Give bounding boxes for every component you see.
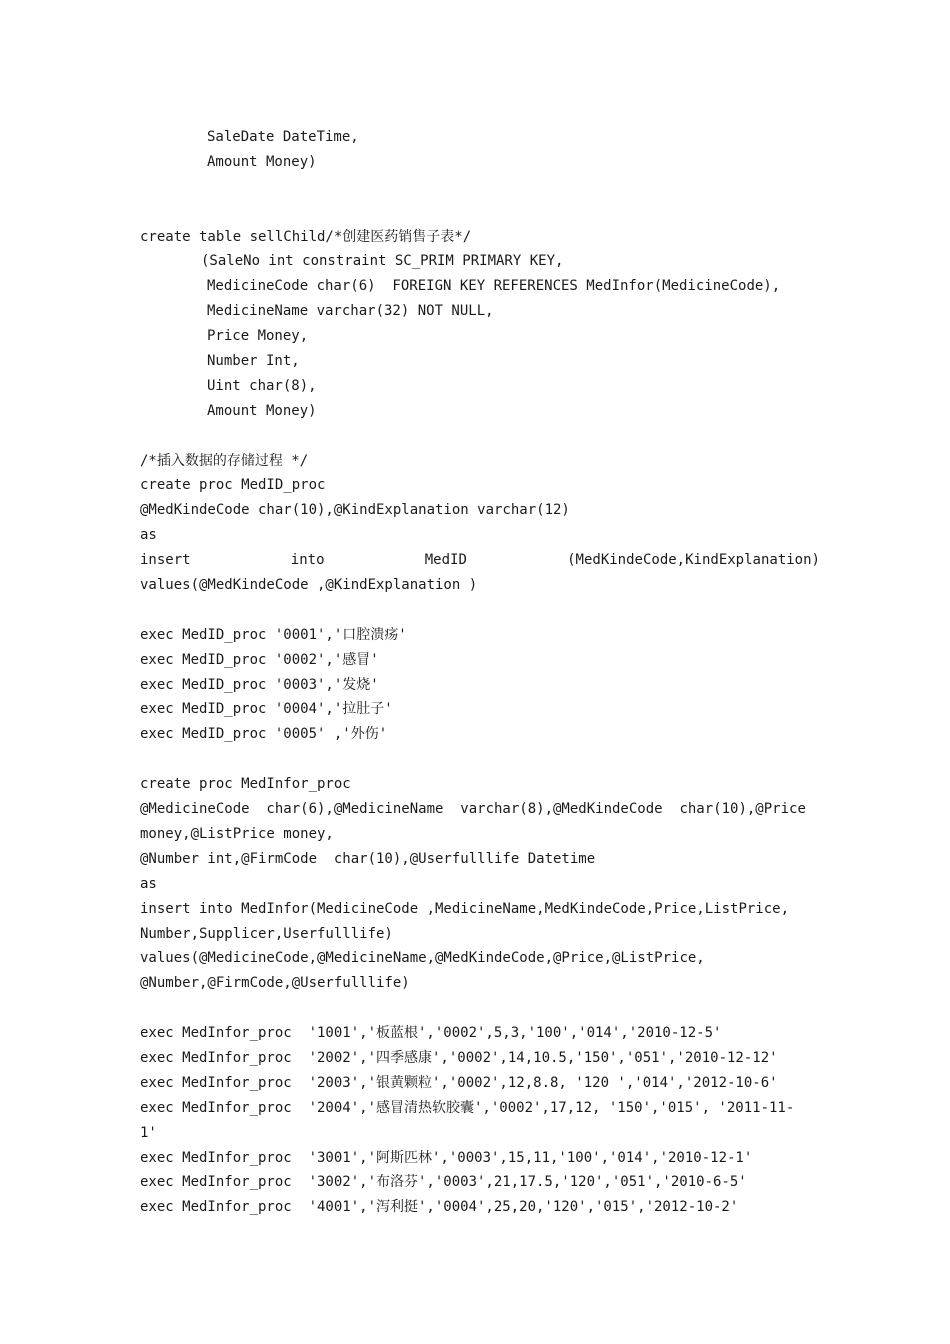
code-line: exec MedID_proc '0002','感冒' <box>140 651 379 668</box>
code-line: exec MedInfor_proc '2003','银黄颗粒','0002',12,8.8, '120 ','014','2012-10-6' <box>140 1074 778 1091</box>
code-line: exec MedInfor_proc '3002','布洛芬','0003',21,17.5,'120','051','2010-6-5' <box>140 1174 747 1191</box>
code-line: exec MedInfor_proc '3001','阿斯匹林','0003',15,11,'100','014','2010-12-1' <box>140 1149 753 1166</box>
code-line: MedicineName varchar(32) NOT NULL, <box>207 303 494 320</box>
code-line: exec MedInfor_proc '1001','板蓝根','0002',5,3,'100','014','2010-12-5' <box>140 1025 722 1042</box>
code-line: values(@MedicineCode,@MedicineName,@MedKindeCode,@Price,@ListPrice, <box>140 950 705 967</box>
blank-line <box>140 424 820 449</box>
code-line: create table sellChild/*创建医药销售子表*/ <box>140 228 472 245</box>
code-line: create proc MedInfor_proc <box>140 776 351 793</box>
blank-line <box>140 200 820 225</box>
code-line: values(@MedKindeCode ,@KindExplanation ) <box>140 577 478 594</box>
blank-line <box>140 175 820 200</box>
sql-code-block <box>140 125 820 1220</box>
blank-line <box>140 747 820 772</box>
code-line: exec MedID_proc '0005' ,'外伤' <box>140 726 388 743</box>
column-list: (MedKindeCode,KindExplanation) <box>567 552 820 569</box>
code-line: Price Money, <box>207 328 309 345</box>
code-line: insert into MedInfor(MedicineCode ,MedicineName,MedKindeCode,Price,ListPrice, <box>140 900 790 917</box>
code-line: (SaleNo int constraint SC_PRIM PRIMARY KEY, <box>201 253 564 270</box>
into-keyword: into <box>290 552 325 569</box>
comment-line: /*插入数据的存储过程 */ <box>140 452 309 469</box>
code-line: as <box>140 875 157 892</box>
code-line: exec MedID_proc '0003','发烧' <box>140 676 379 693</box>
code-line: create proc MedID_proc <box>140 477 326 494</box>
code-line: exec MedInfor_proc '2002','四季感康','0002',14,10.5,'150','051','2010-12-12' <box>140 1049 778 1066</box>
code-line: money,@ListPrice money, <box>140 825 334 842</box>
code-line: MedicineCode char(6) FOREIGN KEY REFERENCES MedInfor(MedicineCode), <box>207 278 781 295</box>
code-line: @MedicineCode char(6),@MedicineName varchar(8),@MedKindeCode char(10),@Price <box>140 801 806 818</box>
code-line: Amount Money) <box>207 402 317 419</box>
code-line: @Number,@FirmCode,@Userfulllife) <box>140 975 410 992</box>
code-line: 1' <box>140 1124 157 1141</box>
blank-line <box>140 598 820 623</box>
code-line: exec MedInfor_proc '4001','泻利挺','0004',25,20,'120','015','2012-10-2' <box>140 1199 739 1216</box>
table-name: MedID <box>424 552 467 569</box>
code-line: Number,Supplicer,Userfulllife) <box>140 925 393 942</box>
code-line: @Number int,@FirmCode char(10),@Userfulllife Datetime <box>140 850 596 867</box>
code-line: exec MedID_proc '0004','拉肚子' <box>140 701 393 718</box>
insert-keyword: insert <box>140 552 191 569</box>
code-line: exec MedInfor_proc '2004','感冒清热软胶囊','0002',17,12, '150','015', '2011-11- <box>140 1099 795 1116</box>
code-line: @MedKindeCode char(10),@KindExplanation varchar(12) <box>140 502 570 519</box>
code-line: as <box>140 527 157 544</box>
code-line: Uint char(8), <box>207 377 317 394</box>
code-line: exec MedID_proc '0001','口腔溃疡' <box>140 626 407 643</box>
code-line: SaleDate DateTime, <box>207 129 359 145</box>
code-line: Amount Money) <box>207 153 317 170</box>
blank-line <box>140 996 820 1021</box>
code-line: Number Int, <box>207 353 300 370</box>
insert-into-line <box>140 548 820 573</box>
